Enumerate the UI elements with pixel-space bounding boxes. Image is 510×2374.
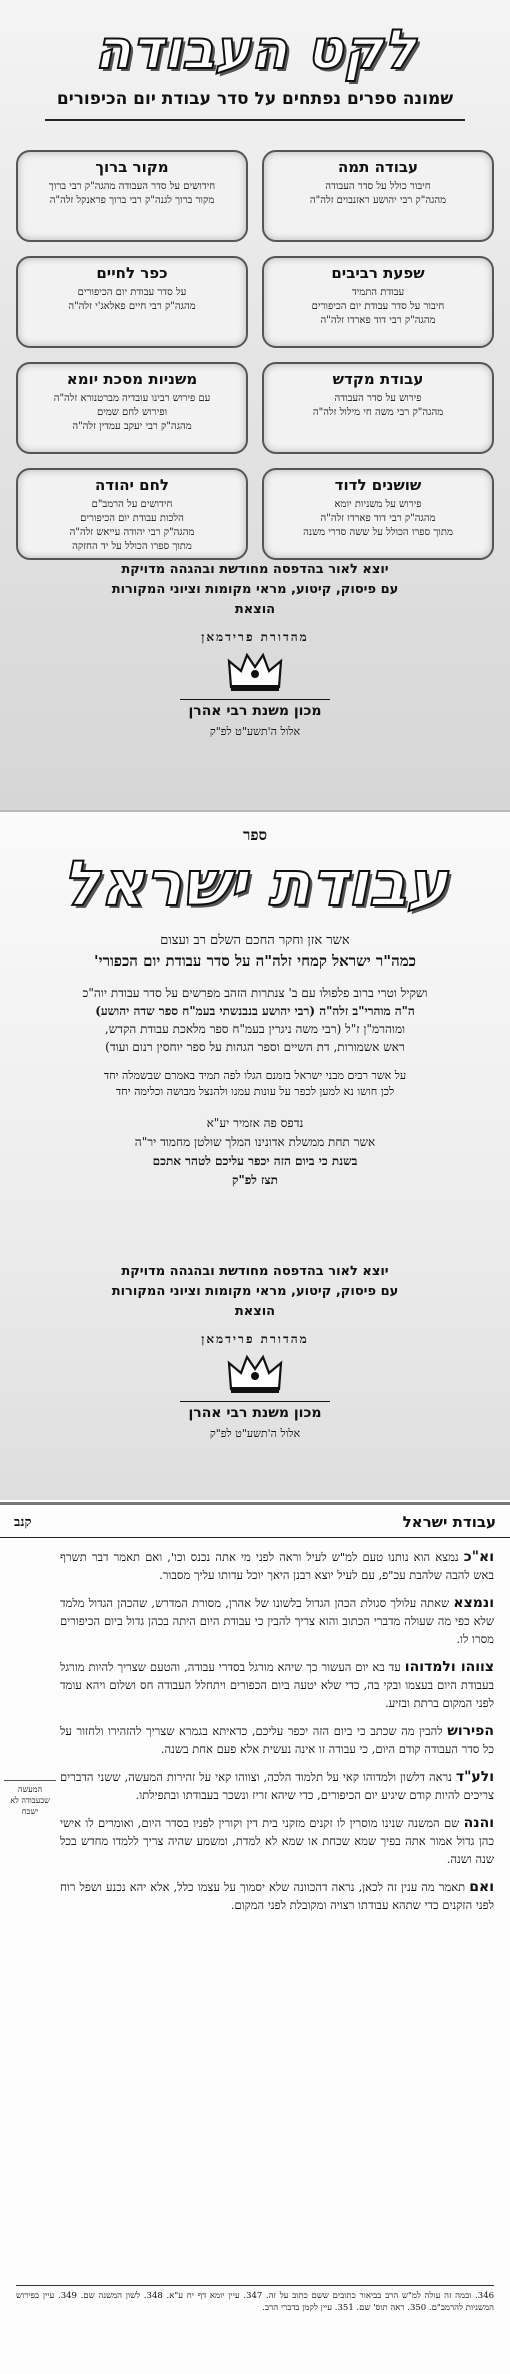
paragraph-lead: ולע"ד	[455, 1769, 495, 1785]
paragraph	[60, 1548, 494, 1584]
book-author: מהגה"ק רבי יעקב עמדין זלה"ה	[72, 421, 192, 432]
author-block	[0, 930, 510, 972]
publisher-logo	[180, 1332, 330, 1421]
paragraph	[60, 1814, 494, 1868]
institution-name: מכון משנת רבי אהרן	[180, 1401, 330, 1421]
book-title: עבודת מקדש	[332, 370, 424, 388]
note-line: לכן חושו נא למען לכפר על עונות עמנו ולהנצל מבושה וכלימה יחד	[115, 1085, 395, 1098]
publisher-block	[0, 1262, 510, 1440]
publish-note: עם פיסוק, קיטוע, מראי מקומות וציוני המקורות	[111, 582, 399, 597]
publish-note: הוצאת	[234, 1304, 276, 1319]
publish-date: אלול ה'תשע"ט לפ"ק	[209, 1427, 301, 1440]
paragraph-lead: צווהו ולמדוהו	[404, 1659, 495, 1675]
printing-line: נדפס פה אזמיר יע"א	[206, 1116, 304, 1130]
publisher-block	[0, 560, 510, 738]
publish-note: הוצאת	[234, 602, 276, 617]
main-text	[0, 1538, 510, 1914]
book-description: חיבור כולל על סדר העבודה	[325, 181, 431, 192]
institution-name: מכון משנת רבי אהרן	[180, 699, 330, 719]
footnotes: 346. ובמה זה עולה למ"ש הרב בביאור כתובים ששם כתוב על זה. 347. עיין יומא דף יח ע"א. 348. לשון המשנה שם. 349. עיין בפירוש המשניות להרמב"ם. 350. ראה תוס' שם. 351. עיין לקמן בדברי הרב.	[16, 2285, 494, 2314]
paragraph-lead: וא"כ	[463, 1549, 495, 1565]
paragraph-text: שם המשנה שנינו מוסרין לו זקנים מזקני בית דין וקורין לפניו בסדר היום, ואומרים לו אישי כהן גדול אמור אתה בפיך שמא שכחת או שמא לא למדת, ומשמע שהיה צריך ללמדו מחדש בכל שנה ושנה.	[60, 1816, 494, 1866]
book-title: משניות מסכת יומא	[66, 370, 198, 388]
book-card	[16, 256, 248, 348]
publisher-logo	[180, 630, 330, 719]
book-author: מהגה"ק רבי יהודה עייאש זלה"ה	[69, 527, 195, 538]
paragraph-text: שאתה עלולך סגולת הכהן הגדול בלשונו של אהרן, מסורת המדרש, שהכהן הגדול מלמד שלא כפי מה שעולה מדברי הכתוב והוא צריך להבין כי עבודת היום היתה בכהן גדול ביום הכיפורים מסרו לו.	[60, 1596, 494, 1646]
publish-date: אלול ה'תשע"ט לפ"ק	[209, 725, 301, 738]
book-description: חידושים על הרמב"ם	[91, 499, 173, 510]
title-page-avodat-yisrael	[0, 812, 510, 1500]
book-description: חידושים על סדר העבודה מהגה"ק רבי ברוך	[48, 181, 216, 192]
book-description: פירוש על סדר העבודה	[334, 393, 422, 404]
book-title: שפעת רביבים	[331, 264, 425, 282]
book-author: מקור ברוך לגנה"ק רבי ברוך פראנקל זלה"ה	[49, 195, 215, 206]
book-title: שושנים לדוד	[334, 476, 422, 494]
book-description: עם פירוש רבינו עובדיה מברטנורא זלה"ה	[53, 393, 211, 404]
note-line: על אשר רבים מבני ישראל בזמנם הגלו לפה תמיד באמרם שבשמלה יחד	[103, 1069, 407, 1082]
margin-note: המעשה שבעבודה לא ישכח	[4, 1780, 56, 1817]
paragraph-text: עד בא יום העשור כך שיהא מורגל בסדרי עבודה, והטעם שצריך להיות מורגל בעבודת היום בעצמו ובקי בה, כדי שלא יטעה ביום הכפורים ויתחלל העבודה חס ושלום ויהא עומד לפני המקום ברתת ובזיע.	[60, 1660, 494, 1710]
paragraph-text: להבין מה שכתב כי ביום הזה יכפר עליכם, כדאיתא בגמרא שצריך להזהירו ולחזור על כל סדר העבודה קודם היום, כי עבודה זו אינה נעשית אלא פעם אחת בשנה.	[60, 1724, 494, 1756]
book-card	[16, 362, 248, 454]
book-title: כפר לחיים	[96, 264, 168, 282]
book-author: מהגה"ק רבי משה חי מילול זלה"ה	[312, 407, 444, 418]
paragraph-text: תאמר מה ענין זה לכאן, נראה דהכוונה שלא יסמוך על עצמו כלל, אלא יהא נכנע ושפל רוח לפני הזקנים כדי שתהא עבודתו רצויה ומקובלת לפני המקום.	[60, 1880, 494, 1912]
author-line: כמה"ר ישראל קמחי זלה"ה על סדר עבודת יום הכפורי'	[94, 952, 416, 970]
book-author: מהגה"ק רבי דוד פארדו זלה"ה	[320, 315, 436, 326]
book-card	[16, 150, 248, 242]
book-card	[262, 468, 494, 560]
books-grid	[16, 150, 494, 560]
book-title: עבודה תמה	[337, 158, 419, 176]
paragraph-text: נראה דלשון ולמדוהו קאי על תלמוד הלכה, וצווהו קאי על זהירות המעשה, ששני הדברים צריכים להיות קודם שיגיע יום הכיפורים, כדי שיהא זריז ונשכר בעבודתו ובתפילתו.	[60, 1770, 494, 1802]
note-block	[0, 1068, 510, 1100]
book-description: מתוך ספרו הכולל על יד החזקה	[72, 541, 192, 552]
sefer-label: ספר	[242, 826, 268, 844]
description-line: ה"ה מוהרי"ב זלה"ה (רבי יהושע בנבנשתי בעמ"ח ספר שדה יהושע)	[95, 1004, 415, 1018]
running-header	[0, 1505, 510, 1538]
title-divider	[45, 119, 465, 121]
book-title: לחם יהודה	[94, 476, 170, 494]
author-line: אשר אזן וחקר החכם השלם רב ועצום	[160, 933, 350, 948]
paragraph	[60, 1878, 494, 1914]
crown-icon	[225, 1349, 285, 1395]
collection-subtitle: שמונה ספרים נפתחים על סדר עבודת יום הכיפורים	[56, 89, 454, 109]
paragraph	[60, 1722, 494, 1758]
description-line: ומוהרמ"ן ז"ל (רבי משה ניגרין בעמ"ח ספר מלאכת עבודת הקדש,	[104, 1022, 406, 1036]
description-line: ראש אשמורות, דת השיים וספר הגהות על ספר יוחסין רנום ועוד)	[105, 1040, 405, 1054]
book-author: מהגה"ק רבי דוד פארדו זלה"ה	[320, 513, 436, 524]
book-title: מקור ברוך	[95, 158, 169, 176]
book-description: חיבור על סדר עבודת יום הכיפורים	[311, 301, 445, 312]
paragraph-text: נמצא הוא נותנו טעם למ"ש לעיל וראה לפני מי אתה נכנס וכו', ואם תאמר דבר תשרף באש להבה שלהבת עכ"פ, עם לעיל יוצא רבנן היאך יוכל עדותו עליך מסבור.	[60, 1550, 494, 1582]
logo-brand-text: מהדורת פרידמאן	[201, 1332, 309, 1346]
book-description: הלכות עבודת יום הכיפורים	[80, 513, 184, 524]
description-block	[0, 984, 510, 1056]
running-header-title: עבודת ישראל	[402, 1513, 496, 1531]
book-author: מהגה"ק רבי יהושע ראזנבוים זלה"ה	[309, 195, 447, 206]
paragraph	[60, 1658, 494, 1712]
cover-page-collection	[0, 0, 510, 810]
book-card	[262, 150, 494, 242]
publish-note: יוצא לאור בהדפסה מחודשת ובהגהה מדויקת	[121, 562, 389, 577]
page-number: קנב	[14, 1515, 32, 1530]
printing-info	[0, 1114, 510, 1190]
book-description: ופירוש לחם שמים	[96, 407, 168, 418]
book-main-title: עבודת ישראל	[62, 847, 448, 920]
paragraph	[60, 1768, 494, 1804]
book-description: עבודת התמיד	[351, 287, 405, 298]
book-description: על סדר עבודת יום הכיפורים	[77, 287, 187, 298]
printing-line: תצז לפ"ק	[232, 1173, 278, 1187]
book-card	[16, 468, 248, 560]
printing-line: בשנת כי ביום הזה יכפר עליכם לטהר אתכם	[152, 1154, 358, 1168]
printing-line: אשר תחת ממשלת אדונינו המלך שולטן מחמוד יר"ה	[134, 1135, 376, 1149]
book-card	[262, 256, 494, 348]
logo-brand-text: מהדורת פרידמאן	[201, 630, 309, 644]
paragraph-lead: ואם	[469, 1879, 494, 1895]
description-line: ושקיל וטרי ברוב פלפולו עם ב' צנתרות הזהב מפרשים על סדר עבודת יוה"כ	[82, 986, 428, 1000]
text-page	[0, 1502, 510, 2374]
crown-icon	[225, 647, 285, 693]
paragraph	[60, 1594, 494, 1648]
book-description: מתוך ספרו הכולל על ששה סדרי משנה	[303, 527, 453, 538]
publish-note: יוצא לאור בהדפסה מחודשת ובהגהה מדויקת	[121, 1264, 389, 1279]
paragraph-lead: ונמצא	[453, 1595, 495, 1611]
paragraph-lead: והנה	[463, 1815, 495, 1831]
paragraph-lead: הפירוש	[447, 1723, 495, 1739]
book-card	[262, 362, 494, 454]
publish-note: עם פיסוק, קיטוע, מראי מקומות וציוני המקורות	[111, 1284, 399, 1299]
book-description: פירוש על משניות יומא	[334, 499, 422, 510]
book-author: מהגה"ק רבי חיים פאלאג'י זלה"ה	[68, 301, 196, 312]
collection-title: לקט העבודה	[94, 18, 416, 81]
